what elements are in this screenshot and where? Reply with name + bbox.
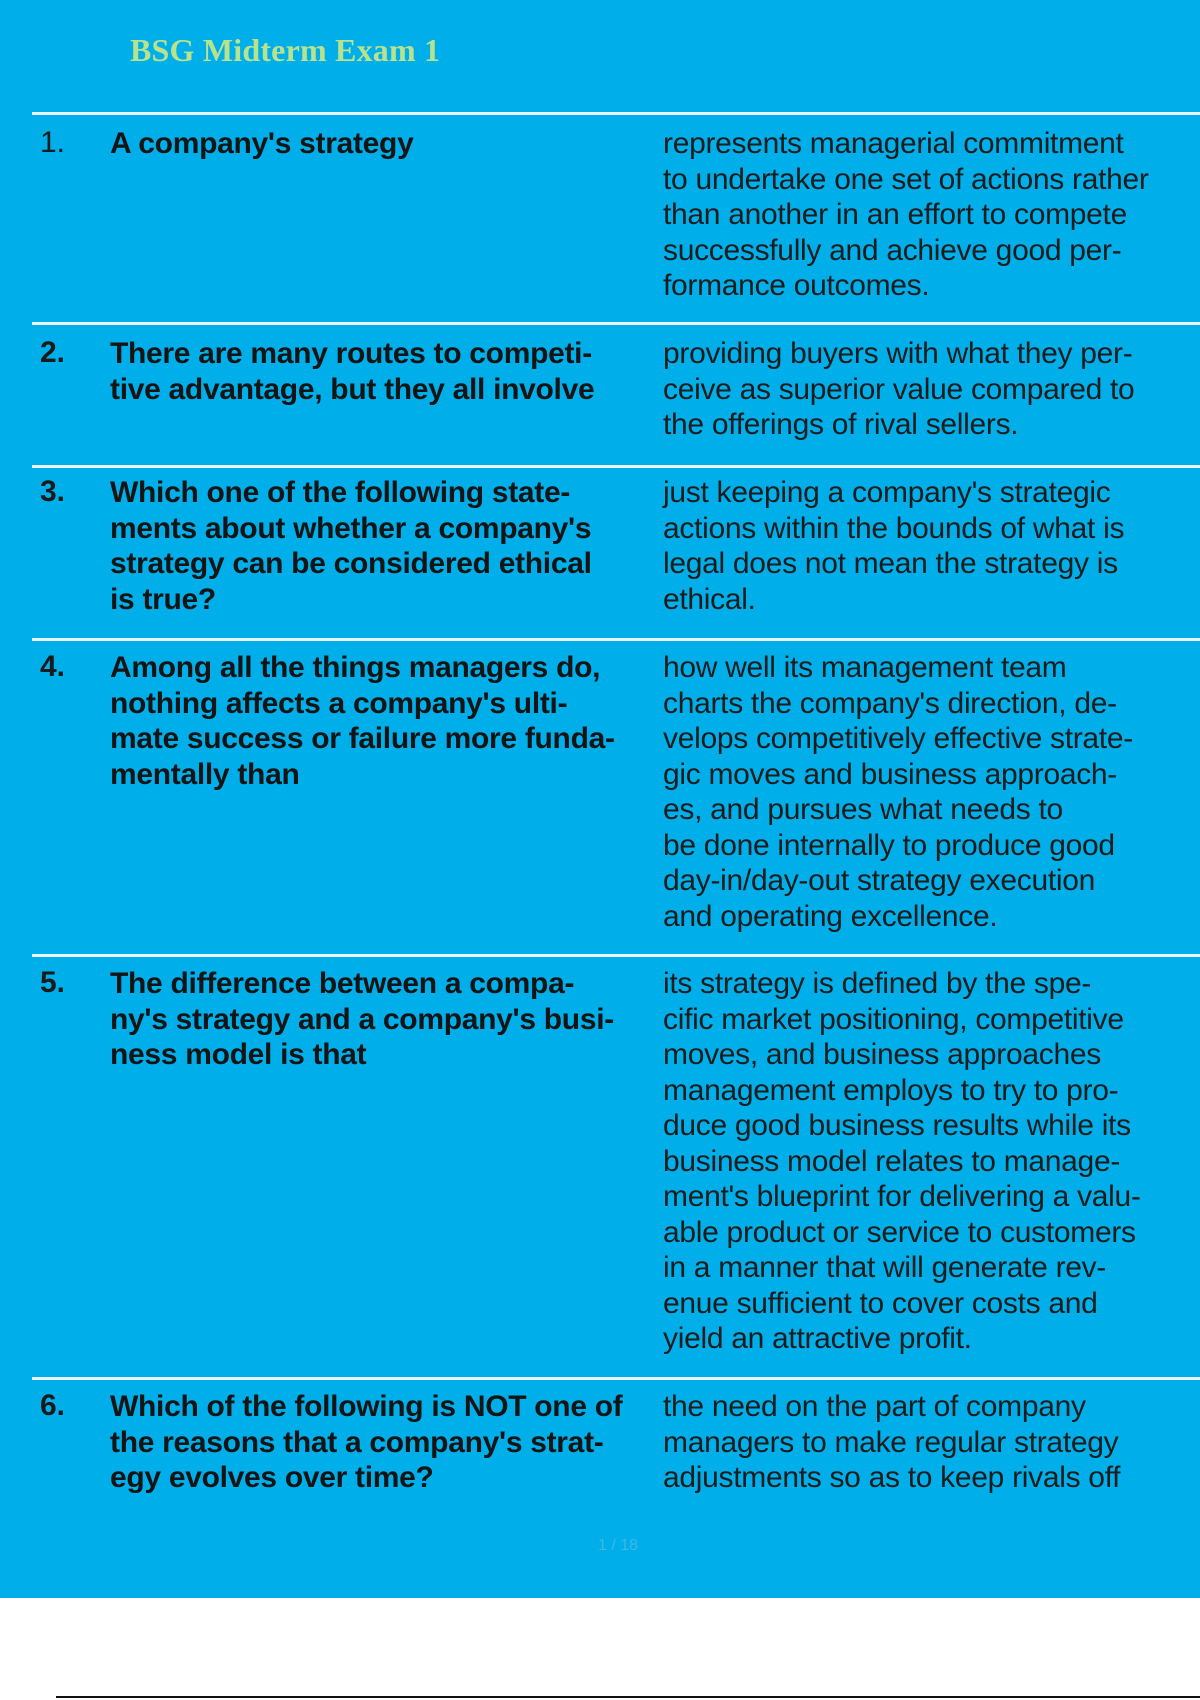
card-number: 1. (40, 126, 66, 159)
card-answer: just keeping a company's strategic actions within the bounds of what is legal does not mean the strategy is ethical. (663, 476, 1125, 616)
card-number: 4. (40, 650, 66, 683)
divider (32, 954, 1200, 957)
card-number: 6. (40, 1389, 66, 1422)
card-answer: providing buyers with what they per- ceive as superior value compared to the offerings of rival sellers. (663, 337, 1135, 441)
card-question: Among all the things managers do, nothing affects a company's ulti- mate success or failure more funda- mentally than (110, 651, 615, 791)
card-question: There are many routes to competi- tive advantage, but they all involve (110, 337, 595, 406)
card-number: 3. (40, 475, 66, 508)
card-answer: represents managerial commitment to undertake one set of actions rather than another in an effort to compete successfully and achieve good per- formance outcomes. (663, 127, 1149, 302)
divider (32, 322, 1200, 325)
divider (32, 638, 1200, 641)
divider (32, 112, 1200, 115)
card-question: The difference between a compa- ny's strategy and a company's busi- ness model is that (110, 967, 614, 1071)
card-answer: its strategy is defined by the spe- cific market positioning, competitive moves, and business approaches management employs to try to pro- duce good business results while its business model relates to manage- ment's blueprint for delivering a valu- able product or service to customers in a manner that will generate rev- enue sufficient to cover costs and yield an attractive profit. (663, 967, 1141, 1355)
document-title: BSG Midterm Exam 1 (130, 32, 441, 68)
page-indicator: 1 / 18 (597, 1537, 639, 1554)
card-number: 2. (40, 336, 66, 369)
card-number: 5. (40, 966, 66, 999)
card-question: Which one of the following state- ments about whether a company's strategy can be considered ethical is true? (110, 476, 592, 616)
card-question: Which of the following is NOT one of the reasons that a company's strat- egy evolves over time? (110, 1390, 623, 1494)
card-answer: how well its management team charts the company's direction, de- velops competitively effective strate- gic moves and business approach- es, and pursues what needs to be done internally to produce good day-in/day-out strategy execution and operating excellence. (663, 651, 1133, 933)
divider (32, 465, 1200, 468)
divider (32, 1377, 1200, 1380)
card-question: A company's strategy (110, 127, 414, 160)
footer-divider (56, 1696, 1200, 1698)
card-answer: the need on the part of company managers to make regular strategy adjustments so as to keep rivals off (663, 1390, 1121, 1494)
